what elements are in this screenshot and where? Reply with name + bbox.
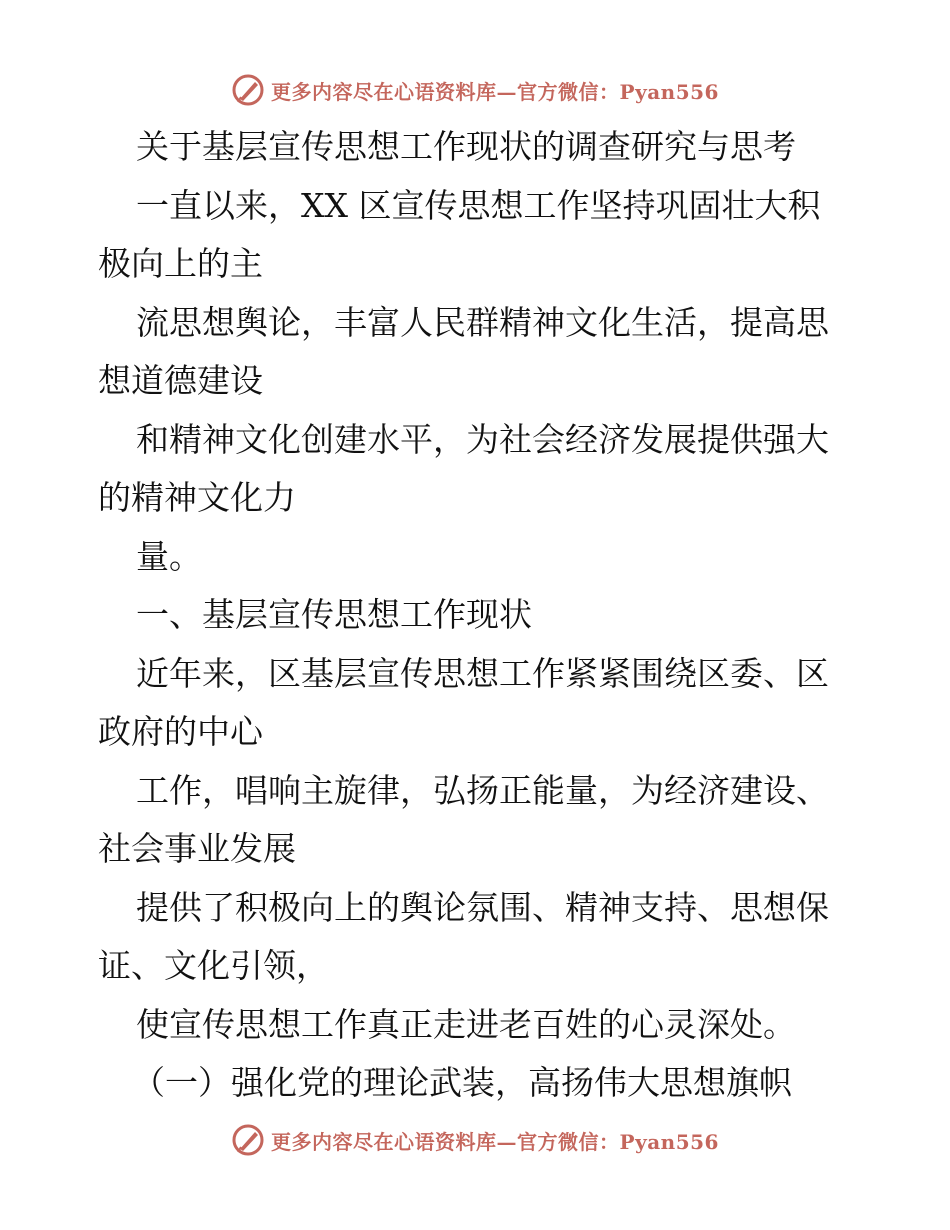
quill-logo-icon (231, 73, 265, 107)
document-title: 关于基层宣传思想工作现状的调查研究与思考 (136, 127, 796, 166)
paragraph-line: 提供了积极向上的舆论氛围、精神支持、思想保 (136, 887, 829, 927)
paragraph-line: 近年来，区基层宣传思想工作紧紧围绕区委、区 (136, 653, 829, 693)
paragraph-line: 证、文化引领， (98, 946, 329, 985)
watermark-text: 更多内容尽在心语资料库—官方微信：Pyan556 (271, 79, 719, 104)
document-body (98, 118, 858, 1113)
paragraph-line: 想道德建设 (98, 361, 263, 400)
watermark-header (0, 70, 950, 110)
subsection-heading: （一）强化党的理论武装，高扬伟大思想旗帜 (132, 1063, 792, 1102)
paragraph-line: 使宣传思想工作真正走进老百姓的心灵深处。 (136, 1004, 796, 1044)
paragraph-line: 流思想舆论，丰富人民群精神文化生活，提高思 (136, 302, 829, 342)
quill-logo-icon (231, 1123, 265, 1157)
paragraph-line: 极向上的主 (98, 244, 263, 283)
paragraph-line: 社会事业发展 (98, 829, 296, 868)
watermark-text: 更多内容尽在心语资料库—官方微信：Pyan556 (271, 1129, 719, 1154)
paragraph-line: 工作，唱响主旋律，弘扬正能量，为经济建设、 (136, 770, 829, 810)
watermark-footer (0, 1120, 950, 1160)
paragraph-line: 的精神文化力 (98, 478, 296, 517)
section-heading: 一、基层宣传思想工作现状 (136, 595, 532, 634)
paragraph-line: 量。 (136, 536, 202, 576)
paragraph-line: 和精神文化创建水平，为社会经济发展提供强大 (136, 419, 829, 459)
paragraph-line: 政府的中心 (98, 712, 263, 751)
paragraph-line: 一直以来，XX 区宣传思想工作坚持巩固壮大积 (136, 185, 821, 225)
